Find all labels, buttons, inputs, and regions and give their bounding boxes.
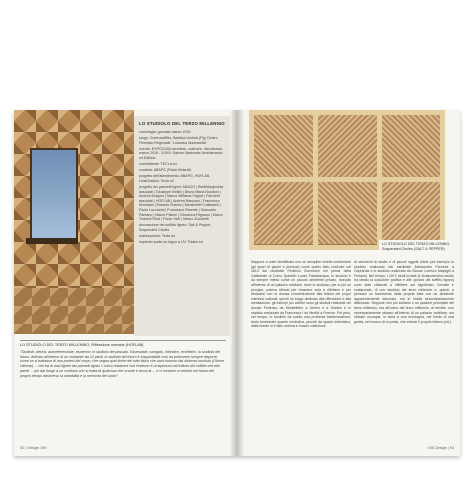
book-spread xyxy=(14,110,460,456)
credit-item: progetto dei pannelli lignei: ABACO | BeldiMargherita associati | Giuseppe Bellini | Bruno Maria Boccioni | Andrea Dragoni | Marco Williams Fagioli | Falchetti associati | HOFLAB | Andrea Marcucci | Francesco Mondaini | Roberto Rubino | Menichetti+Cafasselli | Paolo Lucciarini | Francesco Parente | Giancarlo Pantano | Marco Pistoni | Giovanna Rignano | Marco Tortoioli Ricci | Paolo Vinti | Mauro Zucchetti xyxy=(139,184,224,222)
frame-beam xyxy=(313,110,318,250)
frame-beam xyxy=(249,110,254,250)
photo-caption-left: LO STUDIOLO DEL TERZO MILLENNIO, Riflessione nomade (HOFLAB) xyxy=(20,340,226,347)
project-quote: "Studiolo, deriva, autoreferenziale, esoterico: lo studiolo del passato. Essenziale, navigato, intrinsico, ecclettico: lo studiolo del futuro. Attivato all'interno di un container da 12 piedi, lo studiolo del futuro è trasportabile così da potersene sempre disporre, come se si trattasse di una protesi del corpo, che segna quel limite del tutto fisico che sarà rimosso dal sistema ossoluto (Ottone Vallone) ... che tra le assi lignee dei pannelli lignei. L'unica relazione con l'esterno è un'apertura nell'infinito del soffitto che alle pareti ... per dar luogo a un continuo che si tratta di qualcosa che scuote e tocca la ... e ci conduce a vederlo nel futuro del proprio tempo attraverso la variabilità e la memoria del vuoto" xyxy=(20,350,224,378)
right-page xyxy=(237,110,460,456)
body-column-2: di strumenti di studio e di piccoli oggetti d'arte (ad esempio lo studiolo realizzato dal cardinale Alessandro Farnese a Caprarola e lo studiolo realizzato da Giovan Lorenzo Malpighi a Ferrara). Nel tempo, i 18+1 studi invitati (il dicianovesimo studio ha ideato la soluzione grafica e alle opzioni del soffitto ligneo) sono stati chiamati a riflettere sul significato, formale e sostanziale, di uno studiolo del terzo millennio e, quindi, a pensare un frammento della propria idea con un ambiente apparentemente decorato, ma in realtà straordinariamente attrezzato. Neppure non più solitario e un qualche principale del terzo millennio, ma all'uomo del terzo millennio, ai rendite, non necessariamente ubicato all'interno di un palazzo nobiliare, ma ubicato ovunque, in cima a una montagna, nel fondo di una grotta, nel mezzo di un prato, che chiude il proprio interno [cit.] xyxy=(354,260,454,324)
frame-beam xyxy=(249,110,445,115)
credit-item: decorazione del soffitto ligneo: Sali & Pepper, Suspended Circles xyxy=(139,223,212,232)
window-sill xyxy=(26,238,78,244)
wood-panel xyxy=(318,182,378,244)
credit-item: realizzazione: Tecla srl xyxy=(139,233,176,238)
ceiling-panels-photo xyxy=(249,110,445,250)
credit-item: progetto dell'allestimento: ABAPG, HOFLAB, LiviaGiadica, Tecla srl xyxy=(139,174,211,183)
body-column-1: Neppure a volte identificato con un semplice mobile-contenitore (gli spazi di giochi e preziosi) come quello fatto costruire nel 1613 dal cardinale Federico Borromeo nel pressi della Cattedrale di Como Quintilio Lucini Passalacqua, lo studiolo è da sempre inteso come un piccolo ambiente privato, ricavato all'interno di un palazzo nobiliare, dove lo studioso, per lo più un principe, poteva ritirarsi per rimanere solo a riflettere e per dedicarsi con la dovuta concentrazione alla lettura dei propri interessi culturali, quindi un luogo dedicato alla riflessione e alla meditazione: gli esempi più celebri sono gli studioli realizzati nel ducato Federico da Montefeltro a Urbino e a Gubbio e lo studiolo realizzato da Francesco I de Medici a Firenze. Poi però, nel tempo, lo studiolo ha subito una profonda trasformazione, tanto funzionale quanto simbolica, perché da spazio intimistico, dalla mente si è fatto vetrina e museo collezione xyxy=(251,260,351,329)
window-opening xyxy=(30,148,78,242)
frame-beam xyxy=(249,177,445,182)
credit-item: luogo: Controsoffitto, Basilica Umbria (Pg) Centro Fieristico Regionale "Ludovica Mazzarella" xyxy=(139,136,218,145)
wood-panel xyxy=(254,182,314,244)
frame-beam xyxy=(440,110,445,250)
credit-item: curatela: ABAPG (Paolo Belardi) xyxy=(139,168,191,173)
wood-panel xyxy=(382,182,442,244)
wood-panel xyxy=(382,115,442,177)
credits-list xyxy=(139,130,225,245)
book-gutter xyxy=(230,110,244,456)
credits-sidebar xyxy=(134,116,230,336)
credit-item: cronologia: gennaio-marzo 2016 xyxy=(139,130,191,134)
photo-caption-right: LO STUDIOLO DEL TERZO MILLENNIO, Suspended Circles (SALT & PEPPER) xyxy=(379,240,455,253)
credit-item: committente: TECLA srl xyxy=(139,162,177,167)
left-page xyxy=(14,110,237,456)
wood-panel xyxy=(254,115,314,177)
wood-panel-floor xyxy=(14,288,134,334)
wood-panel xyxy=(318,115,378,177)
page-number-left: 92 | Design 196 xyxy=(20,446,47,450)
page-number-right: 196 Design | 93 xyxy=(427,446,454,450)
sidebar-title: LO STUDIOLO DEL TERZO MILLENNIO xyxy=(139,121,225,126)
credit-item: impianto audio su legno a UV: Tolaini srl xyxy=(139,239,203,244)
frame-beam xyxy=(377,110,382,250)
credit-item: evento: EXPOCASA arredare, costruire, ristrutturare, marzo 2016 - XXXIV Salone Nazionale Arredamento ed Edilizia xyxy=(139,146,224,160)
